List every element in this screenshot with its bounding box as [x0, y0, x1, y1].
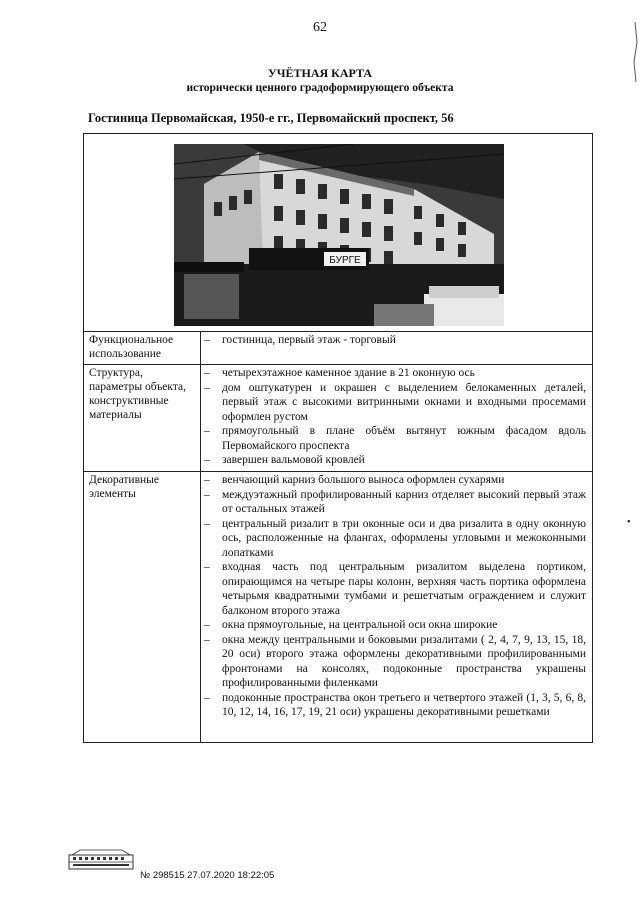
- registration-stamp-icon: [68, 849, 134, 875]
- scan-edge-mark: [631, 22, 639, 82]
- list-item: – центральный ризалит в три оконные оси и два ризалита в одну оконную ось, расположенные на флангах, оформлены угловыми и межоконными лопатками: [204, 517, 586, 559]
- list-item: – подоконные пространства окон третьего и четвертого этажей (1, 3, 5, 6, 8, 10, 12, 14, 16, 17, 19, 21 оси) украшены декоративными решетками: [204, 691, 586, 718]
- document-number: № 298515 27.07.2020 18:22:05: [140, 870, 275, 881]
- object-heading: Гостиница Первомайская, 1950-е гг., Первомайский проспект, 56: [88, 111, 454, 125]
- margin-mark: •: [627, 517, 631, 528]
- list-item: – окна между центральными и боковыми ризалитами ( 2, 4, 7, 9, 13, 15, 18, 20 оси) второго этажа оформлены декоративными профилированными фронтонами на консолях, подоконные пространства украшены профилированными филенками: [204, 633, 586, 689]
- list-item: – венчающий карниз большого выноса оформлен сухарями: [204, 474, 505, 486]
- row-label: Структура, параметры объекта, конструктивные материалы: [89, 367, 186, 421]
- list-item: – прямоугольный в плане объём вытянут южным фасадом вдоль Первомайского проспекта: [204, 425, 586, 452]
- shop-sign-text: БУРГЕ: [329, 255, 361, 266]
- row-function: [84, 331, 592, 365]
- record-card-table: [83, 133, 593, 743]
- card-title: УЧЁТНАЯ КАРТА: [267, 66, 373, 80]
- row-structure: [84, 364, 592, 472]
- list-item: – дом оштукатурен и окрашен с выделением белокаменных деталей, первый этаж с высокими витринными окнами и входными просемами оформлен рустом: [204, 381, 586, 423]
- row-content: [204, 473, 586, 720]
- row-content: [204, 333, 586, 348]
- building-photo: [174, 144, 504, 326]
- page-number: 62: [313, 20, 327, 35]
- row-label: Декоративные элементы: [89, 474, 159, 500]
- list-item: – гостиница, первый этаж - торговый: [204, 334, 396, 346]
- list-item: – четырехэтажное каменное здание в 21 оконную ось: [204, 367, 475, 379]
- list-item: – междуэтажный профилированный карниз отделяет высокий первый этаж от остальных этажей: [204, 488, 586, 515]
- card-subtitle: исторически ценного градоформирующего объекта: [186, 82, 454, 94]
- list-item: – завершен вальмовой кровлей: [204, 454, 365, 466]
- list-item: – окна прямоугольные, на центральной оси окна широкие: [204, 619, 498, 631]
- photo-cell: [84, 134, 592, 332]
- row-label: Функциональное использование: [89, 334, 174, 360]
- list-item: – входная часть под центральным ризалитом выделена портиком, опирающимся на четыре пары колонн, верхняя часть портика оформлена четырьмя квадратными тумбами и решетчатым ограждением и служит балконом второго этажа: [204, 561, 586, 617]
- row-content: [204, 366, 586, 468]
- row-decor: [84, 471, 592, 743]
